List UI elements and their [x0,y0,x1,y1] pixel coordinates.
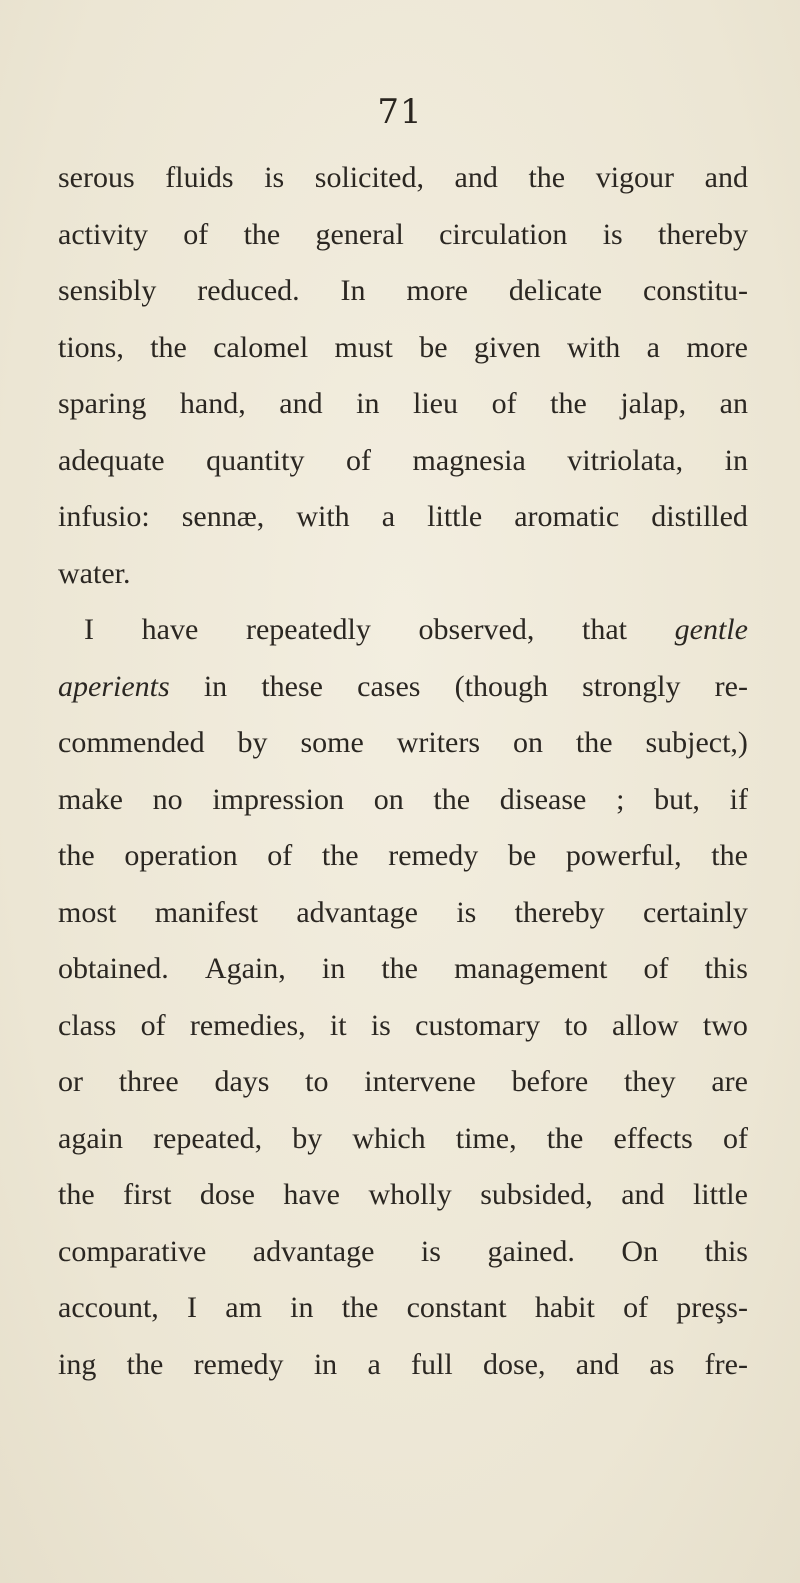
word: ing [58,1347,97,1381]
word: given [473,330,541,364]
word: constitu- [643,274,748,307]
word: vigour [595,161,675,194]
word: effects [613,1121,693,1155]
word: advantage [252,1234,375,1268]
word: fre- [704,1347,748,1381]
word: these [261,669,323,703]
word: that [581,613,627,646]
word: little [692,1178,748,1211]
word: I [84,613,94,646]
word: of [491,387,517,420]
word: operation [124,839,238,872]
word: make [58,782,123,816]
text-line [58,1054,748,1111]
word: an [719,387,748,420]
word: is [456,895,477,929]
word: quantity [206,443,305,477]
word: distilled [651,500,748,533]
word: in [203,669,228,703]
word: hand, [179,387,246,420]
word: of [267,839,293,872]
word: constant [406,1291,507,1324]
word: remedy [388,839,479,872]
word: and [621,1178,665,1211]
text-line [58,1167,748,1224]
word: the [711,839,748,872]
paragraph-start-line [58,602,748,659]
word: which [352,1121,426,1155]
word: the [528,161,566,194]
text-line [58,150,748,207]
word: certainly [642,895,748,929]
word: little [427,500,483,533]
word: the [433,782,471,816]
word: of [643,952,669,985]
word: solicited, [314,161,424,194]
word: adequate [58,443,165,477]
word: be [507,839,537,872]
word: again [58,1121,123,1155]
word: I [187,1291,198,1324]
word: magnesia [412,443,526,477]
word: a [381,500,396,533]
word: the [550,387,587,420]
word: allow [611,1008,679,1042]
word: is [420,1234,441,1268]
word: is [370,1008,391,1042]
word: sensibly [58,274,157,307]
word: class [58,1008,117,1042]
word: On [621,1234,659,1268]
word: the [321,839,359,872]
word: and [279,387,323,420]
word: no [152,782,183,816]
word: to [564,1008,588,1042]
word: a [367,1347,381,1381]
word: activity [58,217,148,251]
word: observed, [418,613,535,646]
word: of [183,217,209,251]
text-line [58,433,748,490]
word: more [406,274,468,307]
word: water. [58,556,131,590]
text-line [58,885,748,942]
word: obtained. [58,952,169,985]
word: disease [499,782,587,816]
word: general [315,217,404,251]
word: first [123,1178,172,1211]
word: in [724,443,748,477]
word: with [296,500,350,533]
word: this [704,952,748,985]
page-number: 71 [377,92,423,132]
word: am [225,1291,262,1324]
text-line [58,1111,748,1168]
word: are [711,1065,748,1098]
word: the [341,1291,379,1324]
word: the [575,726,613,759]
word: and [575,1347,620,1381]
word: sennæ, [181,500,265,533]
word: gentle [674,613,748,646]
word: gained. [487,1234,575,1268]
word: remedy [193,1347,284,1381]
word: thereby [514,895,605,929]
text-line [58,1224,748,1281]
word: some [300,726,364,759]
word: in [356,387,380,420]
word: lieu [413,387,459,420]
word: time, [455,1121,517,1155]
word: subsided, [480,1178,593,1211]
word: in [290,1291,314,1324]
word: commended [58,726,205,759]
word: on [373,782,404,816]
word: account, [58,1291,159,1324]
word: comparative [58,1234,207,1268]
word: cases [357,669,421,703]
word: vitriolata, [567,443,684,477]
word: as [649,1347,675,1381]
word: thereby [658,217,748,251]
text-line [58,941,748,998]
word: subject,) [645,726,748,759]
word: the [150,330,187,364]
text-line [58,1337,748,1394]
word: in [321,952,346,985]
word: re- [714,669,748,703]
text-line [58,715,748,772]
word: writers [396,726,481,759]
word: before [511,1065,589,1098]
word: on [512,726,543,759]
word: a [646,330,660,364]
word: the [243,217,281,251]
word: of [722,1121,748,1155]
text-line [58,489,748,546]
word: it [329,1008,347,1042]
word: the [546,1121,584,1155]
word: advantage [296,895,418,929]
word: more [686,330,748,364]
word: and [704,161,748,194]
text-line [58,772,748,829]
word: repeated, [153,1121,263,1155]
text-line [58,376,748,433]
word: be [419,330,448,364]
word: by [237,726,268,759]
word: full [411,1347,453,1381]
word: two [702,1008,748,1042]
word: manifest [154,895,259,929]
word: and [454,161,498,194]
word: calomel [213,330,309,364]
word: repeatedly [245,613,371,646]
word: but, [654,782,700,816]
word: Again, [204,952,286,985]
word: have [283,1178,340,1211]
word: of [140,1008,166,1042]
word: jalap, [620,387,687,420]
word: is [264,161,285,194]
word: or [58,1065,83,1098]
text-line [58,1280,748,1337]
word: reduced. [197,274,300,307]
word: the [126,1347,164,1381]
word: the [58,1178,95,1211]
word: in [313,1347,338,1381]
word: sparing [58,387,147,420]
word: the [381,952,418,985]
text-line [58,263,748,320]
word: strongly [582,669,681,703]
word: preşs- [676,1291,748,1324]
word: intervene [364,1065,476,1098]
word: management [454,952,608,985]
word: have [141,613,199,646]
word: serous [58,161,135,194]
word: customary [415,1008,541,1042]
word: ; [616,782,625,816]
word: must [334,330,393,364]
text-line [58,320,748,377]
text-line [58,207,748,264]
word: (though [454,669,548,703]
word: days [214,1065,270,1098]
body-text [58,150,748,1393]
word: fluids [165,161,234,194]
word: most [58,895,117,929]
text-line [58,998,748,1055]
word: remedies, [189,1008,306,1042]
word: of [623,1291,649,1324]
word: by [292,1121,323,1155]
text-line [58,546,748,603]
word: habit [534,1291,595,1324]
word: impression [212,782,345,816]
word: this [704,1234,748,1268]
word: of [345,443,371,477]
text-line [58,828,748,885]
text-line [58,659,748,716]
word: is [602,217,623,251]
word: infusio: [58,500,150,533]
word: aromatic [514,500,620,533]
word: three [118,1065,179,1098]
word: if [729,782,748,816]
word: delicate [508,274,603,307]
word: circulation [439,217,568,251]
word: the [58,839,95,872]
word: dose [199,1178,255,1211]
word: In [340,274,366,307]
word: dose, [483,1347,546,1381]
word: to [305,1065,329,1098]
word: they [623,1065,676,1098]
word: powerful, [565,839,682,872]
word: with [566,330,621,364]
word: aperients [58,669,170,703]
word: tions, [58,330,124,364]
word: wholly [368,1178,452,1211]
